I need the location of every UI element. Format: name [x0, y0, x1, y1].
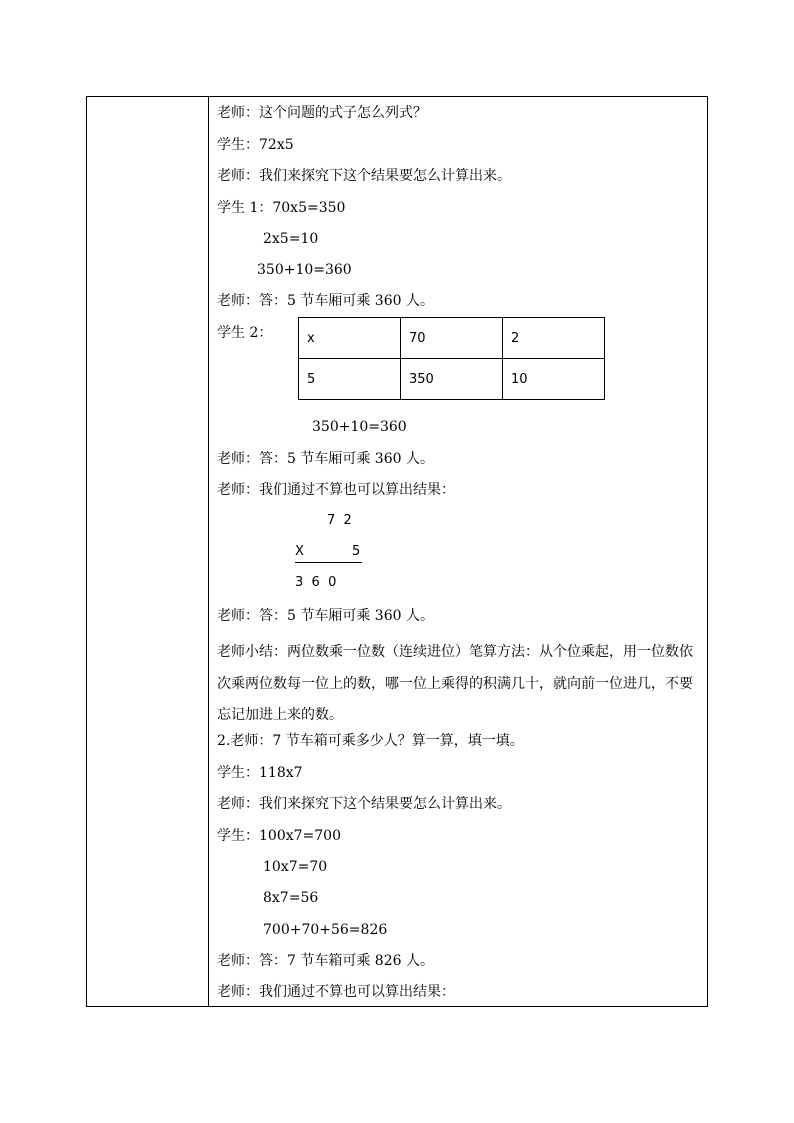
- column-divider: [208, 97, 209, 1006]
- line-student-answer: 学生：72x5: [217, 137, 294, 153]
- line-teacher-answer-3: 老师：答：5 节车厢可乘 360 人。: [217, 608, 434, 624]
- line-calc-10x7: 10x7=70: [263, 859, 328, 875]
- grid-cell: 2: [503, 318, 605, 359]
- multiplication-grid: [298, 317, 605, 400]
- line-calc-sum-2: 700+70+56=826: [263, 922, 388, 938]
- vertical-calc-rule: [295, 562, 362, 563]
- line-teacher-answer-4: 老师：答：7 节车箱可乘 826 人。: [217, 953, 434, 969]
- table-row: [299, 359, 605, 400]
- vertical-calc-times: X: [295, 544, 304, 559]
- line-teacher-shortcut: 老师：我们通过不算也可以算出结果：: [217, 482, 455, 498]
- line-teacher-answer-2: 老师：答：5 节车厢可乘 360 人。: [217, 451, 434, 467]
- line-teacher-question: 老师：这个问题的式子怎么列式？: [217, 105, 427, 121]
- line-question-2: 2.老师：7 节车箱可乘多少人？算一算，填一填。: [217, 733, 524, 749]
- line-student1: 学生 1：70x5=350: [217, 200, 346, 216]
- vertical-calc-top: 7 2: [327, 513, 352, 528]
- grid-cell: 70: [401, 318, 503, 359]
- grid-cell: 5: [299, 359, 401, 400]
- line-teacher-shortcut-2: 老师：我们通过不算也可以算出结果：: [217, 984, 455, 1000]
- line-calc-8x7: 8x7=56: [263, 890, 319, 906]
- vertical-calc-result: 3 6 0: [295, 575, 337, 590]
- line-student2: 学生 2：: [217, 325, 273, 341]
- vertical-calc-multiplier: 5: [352, 544, 361, 559]
- table-row: [299, 318, 605, 359]
- lesson-table: [86, 96, 708, 1007]
- line-student-calc: 学生：100x7=700: [217, 828, 341, 844]
- line-teacher-explore-2: 老师：我们来探究下这个结果要怎么计算出来。: [217, 796, 511, 812]
- line-table-sum: 350+10=360: [312, 419, 407, 435]
- line-teacher-answer-1: 老师：答：5 节车厢可乘 360 人。: [217, 293, 434, 309]
- line-calc-2x5: 2x5=10: [263, 231, 319, 247]
- grid-cell: 10: [503, 359, 605, 400]
- line-teacher-explore: 老师：我们来探究下这个结果要怎么计算出来。: [217, 168, 511, 184]
- grid-cell: 350: [401, 359, 503, 400]
- grid-cell: x: [299, 318, 401, 359]
- summary-paragraph: 老师小结：两位数乘一位数（连续进位）笔算方法：从个位乘起，用一位数依次乘两位数每一位上的数，哪一位上乘得的积满几十，就向前一位进几，不要忘记加进上来的数。: [217, 644, 693, 723]
- line-student-answer-2: 学生：118x7: [217, 765, 303, 781]
- line-calc-sum: 350+10=360: [257, 262, 352, 278]
